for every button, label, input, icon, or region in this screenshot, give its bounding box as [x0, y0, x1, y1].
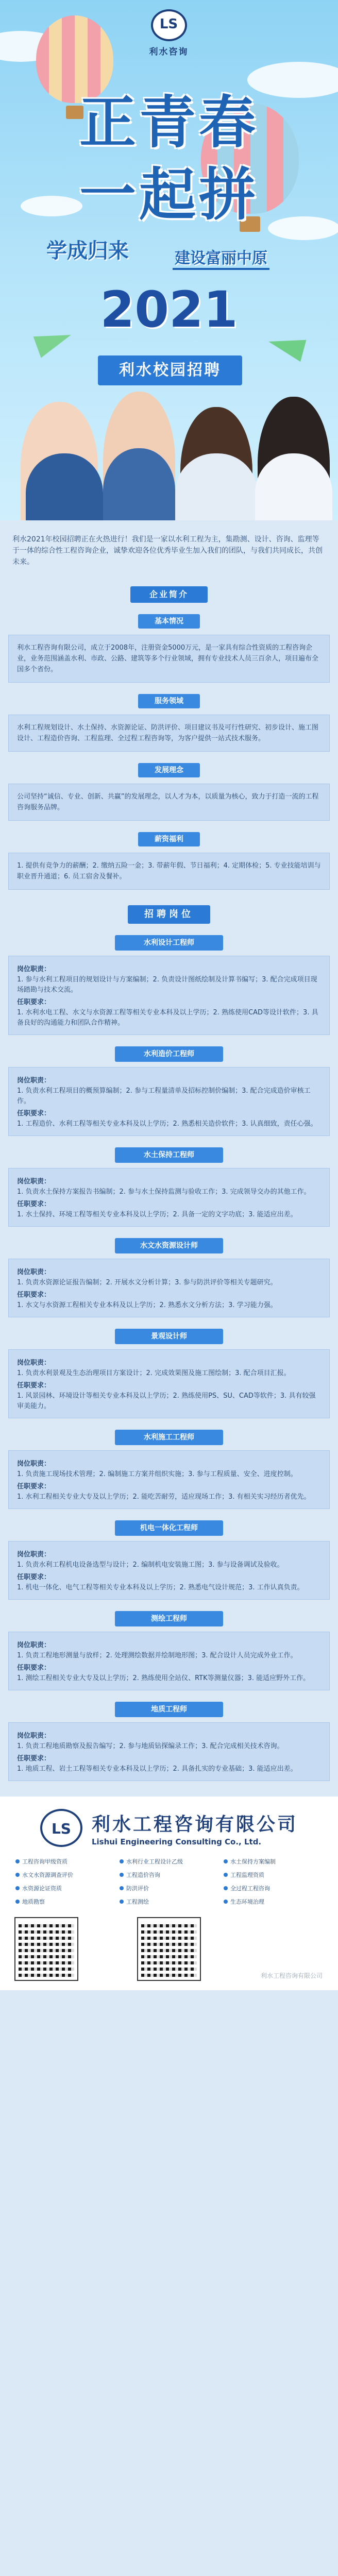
duty-text: 1. 负责水利工程项目的概预算编制；2. 参与工程量清单及招标控制价编制；3. 配合完成造价审核工作。 — [17, 1087, 311, 1105]
duty-label: 岗位职责： — [17, 1551, 51, 1558]
duty-text: 1. 参与水利工程项目的规划设计与方案编制；2. 负责设计图纸绘制及计算书编写；3. 配合完成项目现场踏勘与技术交流。 — [17, 976, 317, 994]
job-body — [8, 956, 330, 1035]
requirement-label: 任职要求： — [17, 1382, 51, 1389]
job-body — [8, 1067, 330, 1136]
requirement-text: 1. 机电一体化、电气工程等相关专业本科及以上学历；2. 熟悉电气设计规范；3. 工作认真负责。 — [17, 1584, 304, 1591]
bullet-icon — [15, 1900, 20, 1904]
job-list — [0, 935, 338, 1781]
service-item — [120, 1857, 218, 1866]
duty-text: 1. 负责工程地形测量与放样；2. 处理测绘数据并绘制地形图；3. 配合设计人员完成外业工作。 — [17, 1652, 297, 1659]
campus-recruit-ribbon: 利水校园招聘 — [98, 355, 242, 385]
service-item — [120, 1897, 218, 1906]
job-title: 水利设计工程师 — [115, 935, 223, 951]
bullet-icon — [224, 1886, 228, 1890]
duty-text: 1. 负责水土保持方案报告书编制；2. 参与水土保持监测与验收工作；3. 完成领导交办的其他工作。 — [17, 1188, 311, 1196]
headline-line1: 正青春 — [79, 90, 259, 156]
service-label: 水土保持方案编制 — [230, 1858, 276, 1865]
qr-code-icon[interactable] — [15, 1918, 77, 1980]
bullet-icon — [120, 1900, 124, 1904]
intro-paragraph: 利水2021年校园招聘正在火热进行！我们是一家以水利工程为主，集勘测、设计、咨询、监理等于一体的综合性工程咨询企业，诚挚欢迎各位优秀毕业生加入我们的团队，与我们共同成长，共创未来。 — [12, 535, 323, 566]
job-title: 水土保持工程师 — [115, 1147, 223, 1163]
requirement-label: 任职要求： — [17, 1291, 51, 1299]
job-title: 地质工程师 — [115, 1702, 223, 1717]
bullet-icon — [120, 1873, 124, 1877]
watermark: 利水工程咨询有限公司 — [260, 1972, 323, 1979]
service-label: 生态环境治理 — [230, 1899, 264, 1905]
job-card — [8, 1238, 330, 1317]
service-label: 地质勘察 — [22, 1899, 45, 1905]
job-card — [8, 1329, 330, 1418]
service-item — [120, 1871, 218, 1879]
duty-text: 1. 负责工程地质勘察及报告编写；2. 参与地质钻探编录工作；3. 配合完成相关技术咨询。 — [17, 1742, 284, 1750]
service-item — [224, 1884, 323, 1892]
service-label: 工程监理资质 — [230, 1872, 264, 1878]
job-body — [8, 1722, 330, 1781]
requirement-text: 1. 工程造价、水利工程等相关专业本科及以上学历；2. 熟悉相关造价软件；3. 认真细致，责任心强。 — [17, 1120, 317, 1128]
bullet-icon — [224, 1859, 228, 1863]
service-label: 工程造价咨询 — [126, 1872, 160, 1878]
duty-text: 1. 负责水资源论证报告编制；2. 开展水文分析计算；3. 参与防洪评价等相关专题研究。 — [17, 1279, 277, 1286]
bullet-icon — [224, 1873, 228, 1877]
company-section-title: 企业简介 — [130, 586, 208, 603]
job-title: 景观设计师 — [115, 1329, 223, 1344]
job-card — [8, 935, 330, 1035]
basic-title: 基本情况 — [138, 614, 200, 629]
bullet-icon — [224, 1900, 228, 1904]
brand-logo — [131, 9, 206, 69]
duty-text: 1. 负责水利景观及生态治理项目方案设计；2. 完成效果图及施工图绘制；3. 配合项目汇报。 — [17, 1369, 291, 1377]
job-card — [8, 1611, 330, 1690]
requirement-label: 任职要求： — [17, 1573, 51, 1581]
bullet-icon — [15, 1873, 20, 1877]
service-label: 水文水资源调查评价 — [22, 1872, 73, 1878]
service-item — [15, 1897, 114, 1906]
duty-label: 岗位职责： — [17, 965, 51, 973]
duty-label: 岗位职责： — [17, 1732, 51, 1740]
job-card — [8, 1147, 330, 1227]
service-label: 工程咨询甲级资质 — [22, 1858, 67, 1865]
requirement-text: 1. 水文与水资源工程相关专业本科及以上学历；2. 熟悉水文分析方法；3. 学习能力强。 — [17, 1301, 277, 1309]
job-title: 水利施工工程师 — [115, 1430, 223, 1445]
requirement-label: 任职要求： — [17, 1664, 51, 1672]
job-title: 水文水资源设计师 — [115, 1238, 223, 1253]
footer-company-name-en: Lishui Engineering Consulting Co., Ltd. — [91, 1837, 262, 1846]
requirement-label: 任职要求： — [17, 1483, 51, 1490]
duty-label: 岗位职责： — [17, 1178, 51, 1185]
scope-card: 水利工程规划设计、水土保持、水资源论证、防洪评价、项目建议书及可行性研究、初步设计、施工图设计、工程造价咨询、工程监理、全过程工程咨询等，为客户提供一站式技术服务。 — [8, 715, 330, 752]
requirement-text: 1. 水利工程相关专业大专及以上学历；2. 能吃苦耐劳，适应现场工作；3. 有相关实习经历者优先。 — [17, 1493, 311, 1501]
duty-text: 1. 负责施工现场技术管理；2. 编制施工方案并组织实施；3. 参与工程质量、安全、进度控制。 — [17, 1470, 297, 1478]
service-item — [120, 1884, 218, 1892]
requirement-text: 1. 水土保持、环境工程等相关专业本科及以上学历；2. 具备一定的文字功底；3. 能适应出差。 — [17, 1211, 297, 1218]
culture-card: 公司坚持“诚信、专业、创新、共赢”的发展理念，以人才为本，以质量为核心，致力于打造一流的工程咨询服务品牌。 — [8, 784, 330, 821]
hero-banner — [0, 0, 338, 520]
requirement-label: 任职要求： — [17, 1200, 51, 1208]
benefits-title: 薪资福利 — [138, 832, 200, 846]
duty-text: 1. 负责水利工程机电设备选型与设计；2. 编制机电安装施工图；3. 参与设备调试及验收。 — [17, 1561, 284, 1569]
culture-title: 发展理念 — [138, 763, 200, 777]
year-label: 2021 — [100, 281, 238, 338]
service-item — [224, 1871, 323, 1879]
job-body — [8, 1168, 330, 1227]
job-card — [8, 1520, 330, 1600]
slogan-left: 学成归来 — [46, 239, 129, 263]
job-body — [8, 1259, 330, 1317]
requirement-label: 任职要求： — [17, 1755, 51, 1762]
job-card — [8, 1702, 330, 1781]
requirement-label: 任职要求： — [17, 1110, 51, 1117]
duty-label: 岗位职责： — [17, 1077, 51, 1084]
job-card — [8, 1046, 330, 1136]
footer — [0, 1797, 338, 1990]
service-item — [15, 1884, 114, 1892]
job-title: 测绘工程师 — [115, 1611, 223, 1626]
service-label: 水利行业工程设计乙级 — [126, 1858, 183, 1865]
duty-label: 岗位职责： — [17, 1641, 51, 1649]
benefits-card: 1. 提供有竞争力的薪酬；2. 缴纳五险一金；3. 带薪年假、节日福利；4. 定期体检；5. 专业技能培训与职业晋升通道；6. 员工宿舍及餐补。 — [8, 853, 330, 890]
bullet-icon — [120, 1859, 124, 1863]
bullet-icon — [120, 1886, 124, 1890]
job-body — [8, 1632, 330, 1690]
service-item — [15, 1857, 114, 1866]
footer-logo-icon: LS — [40, 1809, 82, 1847]
logo-name: 利水咨询 — [149, 47, 189, 57]
scope-title: 服务领域 — [138, 694, 200, 708]
duty-label: 岗位职责： — [17, 1460, 51, 1468]
requirement-text: 1. 风景园林、环境设计等相关专业本科及以上学历；2. 熟练使用PS、SU、CAD等软件；3. 具有较强审美能力。 — [17, 1392, 316, 1410]
bullet-icon — [15, 1859, 20, 1863]
service-label: 水资源论证资质 — [22, 1885, 62, 1892]
service-item — [15, 1871, 114, 1879]
job-body — [8, 1541, 330, 1600]
service-item — [224, 1897, 323, 1906]
job-card — [8, 1430, 330, 1509]
job-title: 水利造价工程师 — [115, 1046, 223, 1062]
service-label: 全过程工程咨询 — [230, 1885, 270, 1892]
duty-label: 岗位职责： — [17, 1268, 51, 1276]
bullet-icon — [15, 1886, 20, 1890]
service-item — [224, 1857, 323, 1866]
headline-line2: 一起拼 — [79, 162, 259, 228]
duty-label: 岗位职责： — [17, 1359, 51, 1367]
basic-card: 利水工程咨询有限公司，成立于2008年，注册资金5000万元，是一家具有综合性资质的工程咨询企业，业务范围涵盖水利、市政、公路、建筑等多个行业领域，拥有专业技术人员三百余人，项目遍布全国多个省份。 — [8, 635, 330, 683]
requirement-text: 1. 测绘工程相关专业大专及以上学历；2. 熟练使用全站仪、RTK等测量仪器；3. 能适应野外工作。 — [17, 1674, 310, 1682]
qr-code-icon[interactable] — [138, 1918, 200, 1980]
service-label: 防洪评价 — [126, 1885, 149, 1892]
footer-company-name: 利水工程咨询有限公司 — [91, 1814, 298, 1835]
jobs-section-title: 招聘岗位 — [128, 905, 210, 924]
service-list — [15, 1857, 323, 1906]
service-label: 工程测绘 — [126, 1899, 149, 1905]
requirement-text: 1. 水利水电工程、水文与水资源工程等相关专业本科及以上学历；2. 熟练使用CAD等设计软件；3. 具备良好的沟通能力和团队合作精神。 — [17, 1009, 318, 1027]
logo-mark-icon: LS — [151, 9, 187, 41]
requirement-text: 1. 地质工程、岩土工程等相关专业本科及以上学历；2. 具备扎实的专业基础；3. 能适应出差。 — [17, 1765, 297, 1773]
job-title: 机电一体化工程师 — [115, 1520, 223, 1536]
job-body — [8, 1450, 330, 1509]
slogan-right: 建设富丽中原 — [173, 245, 269, 270]
requirement-label: 任职要求： — [17, 998, 51, 1006]
job-body — [8, 1349, 330, 1418]
